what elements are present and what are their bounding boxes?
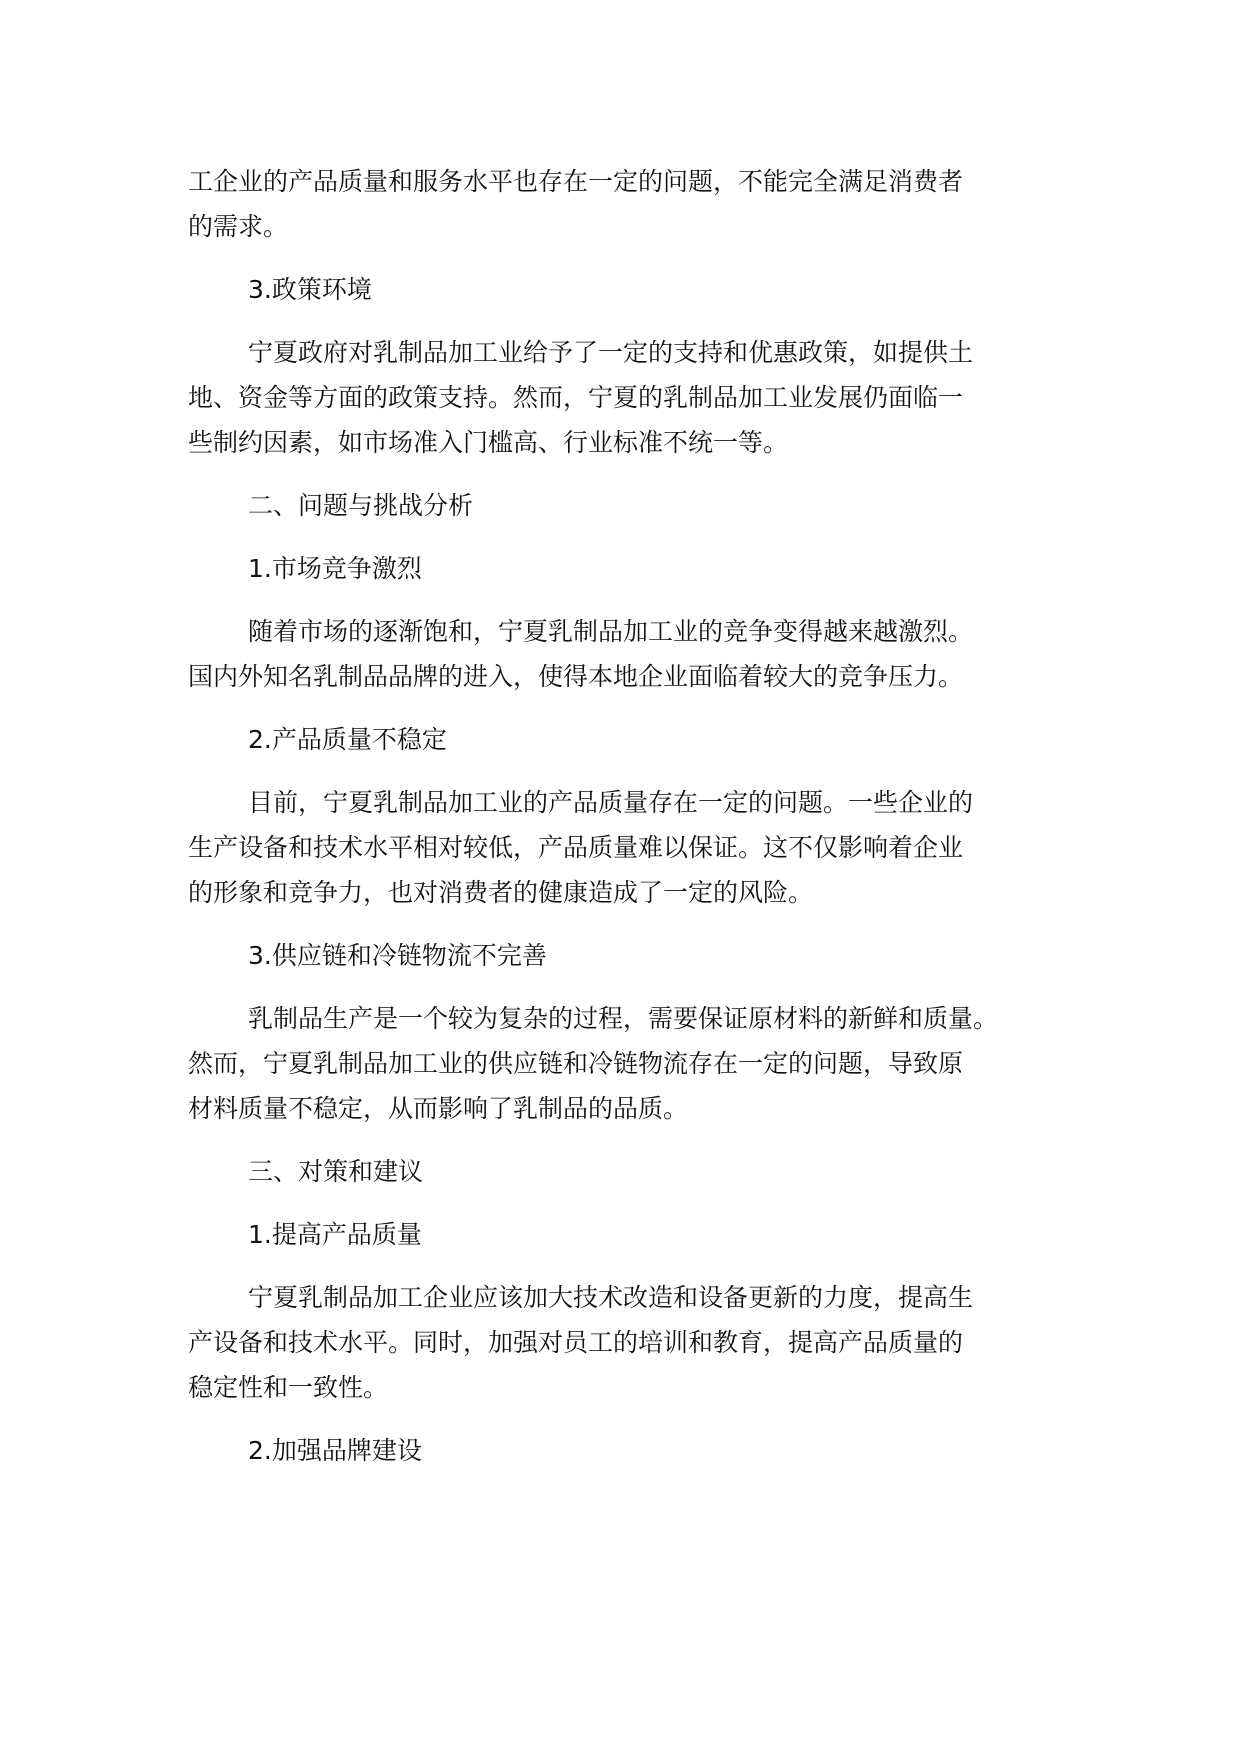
subsection-heading <box>188 1428 1068 1473</box>
document-body <box>188 159 1068 1491</box>
paragraph <box>188 780 1068 915</box>
text-line: 乳制品生产是一个较为复杂的过程，需要保证原材料的新鲜和质量。 <box>248 1004 999 1033</box>
heading-text: 2.产品质量不稳定 <box>248 725 447 754</box>
text-line: 材料质量不稳定，从而影响了乳制品的品质。 <box>188 1094 689 1123</box>
text-line: 的形象和竞争力，也对消费者的健康造成了一定的风险。 <box>188 878 814 907</box>
text-line: 随着市场的逐渐饱和，宁夏乳制品加工业的竞争变得越来越激烈。 <box>248 617 974 646</box>
text-line: 工企业的产品质量和服务水平也存在一定的问题，不能完全满足消费者 <box>188 167 964 196</box>
heading-text: 3.政策环境 <box>248 275 372 304</box>
heading-text: 3.供应链和冷链物流不完善 <box>248 941 547 970</box>
text-line: 些制约因素，如市场准入门槛高、行业标准不统一等。 <box>188 428 789 457</box>
text-line: 目前，宁夏乳制品加工业的产品质量存在一定的问题。一些企业的 <box>248 788 974 817</box>
heading-text: 二、问题与挑战分析 <box>248 491 474 520</box>
subsection-heading <box>188 546 1068 591</box>
text-line: 稳定性和一致性。 <box>188 1373 389 1402</box>
heading-text: 三、对策和建议 <box>248 1157 424 1186</box>
paragraph <box>188 609 1068 699</box>
subsection-heading <box>188 933 1068 978</box>
paragraph <box>188 330 1068 465</box>
subsection-heading <box>188 1212 1068 1257</box>
paragraph <box>188 159 1068 249</box>
text-line: 宁夏政府对乳制品加工业给予了一定的支持和优惠政策，如提供土 <box>248 338 974 367</box>
text-line: 产设备和技术水平。同时，加强对员工的培训和教育，提高产品质量的 <box>188 1328 964 1357</box>
text-line: 然而，宁夏乳制品加工业的供应链和冷链物流存在一定的问题，导致原 <box>188 1049 964 1078</box>
section-heading <box>188 267 1068 312</box>
heading-text: 1.市场竞争激烈 <box>248 554 422 583</box>
paragraph <box>188 996 1068 1131</box>
section-heading <box>188 483 1068 528</box>
text-line: 的需求。 <box>188 212 289 241</box>
section-heading <box>188 1149 1068 1194</box>
text-line: 生产设备和技术水平相对较低，产品质量难以保证。这不仅影响着企业 <box>188 833 964 862</box>
text-line: 国内外知名乳制品品牌的进入，使得本地企业面临着较大的竞争压力。 <box>188 662 964 691</box>
paragraph <box>188 1275 1068 1410</box>
heading-text: 1.提高产品质量 <box>248 1220 422 1249</box>
text-line: 宁夏乳制品加工企业应该加大技术改造和设备更新的力度，提高生 <box>248 1283 974 1312</box>
text-line: 地、资金等方面的政策支持。然而，宁夏的乳制品加工业发展仍面临一 <box>188 383 964 412</box>
heading-text: 2.加强品牌建设 <box>248 1436 422 1465</box>
subsection-heading <box>188 717 1068 762</box>
